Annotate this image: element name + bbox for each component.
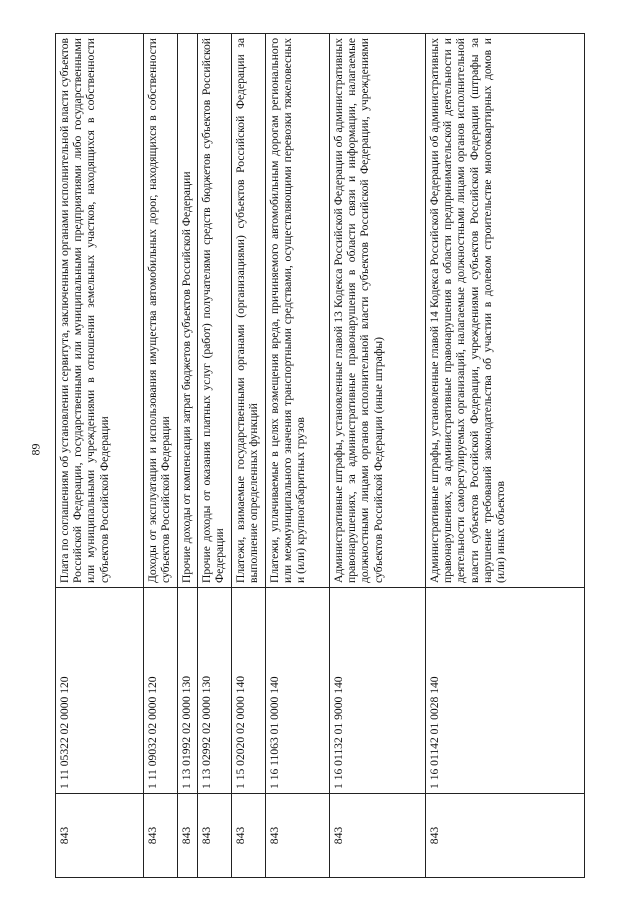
admin-code-cell: 843 [330,794,426,878]
admin-code-cell: 843 [178,794,198,878]
kbk-cell: 1 16 01132 01 9000 140 [330,588,426,794]
admin-code-cell: 843 [232,794,266,878]
kbk-cell: 1 11 05322 02 0000 120 [56,588,144,794]
description-cell: Прочие доходы от компенсации затрат бюджетов субъектов Российской Федерации [178,34,198,588]
revenue-codes-table [55,33,585,878]
rotated-table-container [55,34,585,878]
table-row [144,34,178,878]
document-table-area [55,34,585,878]
admin-code-cell: 843 [56,794,144,878]
description-cell: Платежи, уплачиваемые в целях возмещения вреда, причиняемого автомобильным дорогам регионального или межмуниципального значения транспортными средствами, осуществляющими перевозки тяжеловесных и (или) крупногабаритных грузов [266,34,330,588]
kbk-cell: 1 13 02992 02 0000 130 [198,588,232,794]
table-row [56,34,144,878]
table-row [178,34,198,878]
kbk-cell: 1 16 01142 01 0028 140 [426,588,585,794]
description-cell: Прочие доходы от оказания платных услуг (работ) получателями средств бюджетов субъектов Российской Федерации [198,34,232,588]
description-cell: Административные штрафы, установленные главой 13 Кодекса Российской Федерации об административных правонарушениях, за административные правонарушения в области связи и информации, налагаемые должностными лицами органов исполнительной власти субъектов Российской Федерации, учреждениями субъектов Российской Федерации (иные штрафы) [330,34,426,588]
admin-code-cell: 843 [266,794,330,878]
kbk-cell: 1 15 02020 02 0000 140 [232,588,266,794]
table-row [330,34,426,878]
kbk-cell: 1 11 09032 02 0000 120 [144,588,178,794]
admin-code-cell: 843 [198,794,232,878]
description-cell: Плата по соглашениям об установлении сервитута, заключенным органами исполнительной власти субъектов Российской Федерации, государственными или муниципальными предприятиями либо государственными или муниципальными учреждениями в отношении земельных участков, находящихся в собственности субъектов Российской Федерации [56,34,144,588]
table-row [232,34,266,878]
table-row [198,34,232,878]
description-cell: Платежи, взимаемые государственными органами (организациями) субъектов Российской Федерации за выполнение определенных функций [232,34,266,588]
kbk-cell: 1 16 11063 01 0000 140 [266,588,330,794]
table-row [426,34,585,878]
description-cell: Доходы от эксплуатации и использования имущества автомобильных дорог, находящихся в собственности субъектов Российской Федерации [144,34,178,588]
admin-code-cell: 843 [426,794,585,878]
description-cell: Административные штрафы, установленные главой 14 Кодекса Российской Федерации об административных правонарушениях, за административные правонарушения в области предпринимательской деятельности и деятельности саморегулируемых организаций, налагаемые должностными лицами органов исполнительной власти субъектов Российской Федерации, учреждениями субъектов Российской Федерации (штрафы за нарушение требований законодательства об участии в долевом строительстве многоквартирных домов и (или) иных объектов [426,34,585,588]
table-row [266,34,330,878]
page-number: 89 [28,443,43,456]
kbk-cell: 1 13 01992 02 0000 130 [178,588,198,794]
admin-code-cell: 843 [144,794,178,878]
